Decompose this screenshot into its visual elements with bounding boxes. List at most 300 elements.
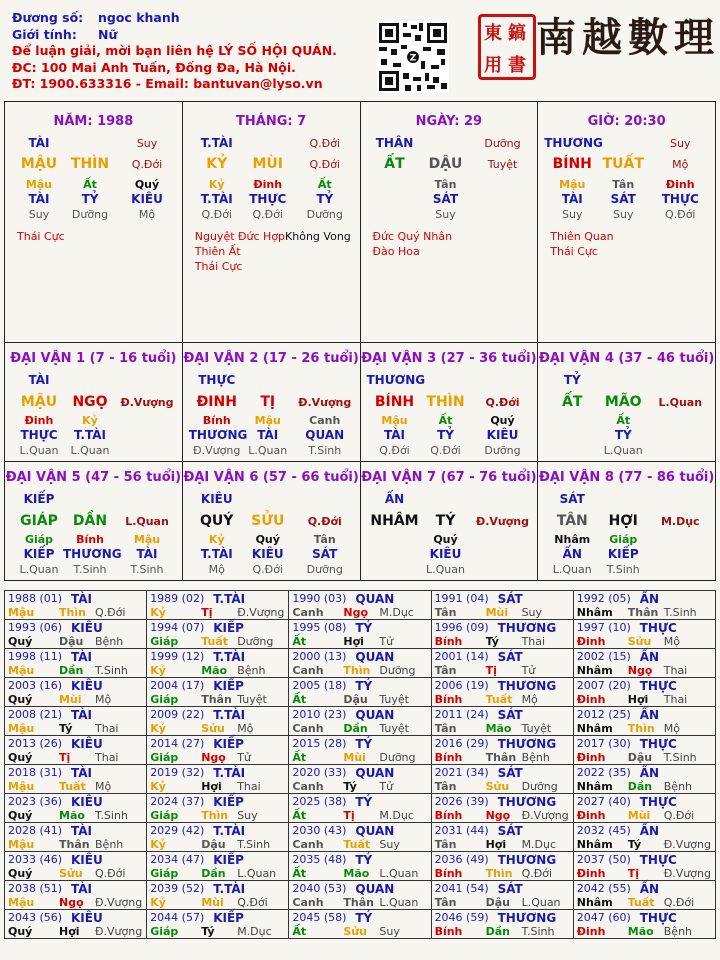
hidden-ts: Suy <box>28 208 50 221</box>
year-chi: Sửu <box>343 925 367 938</box>
dia-chi: HỢI <box>608 513 638 529</box>
year-chi: Tuất <box>627 896 655 909</box>
year-cell <box>147 823 289 852</box>
year-row <box>5 620 716 649</box>
year-can: Canh <box>292 780 324 793</box>
year-cell-inner <box>574 591 715 619</box>
year-cell <box>289 707 431 736</box>
year-god: TÀI <box>71 650 93 664</box>
year-god: THỰC <box>639 911 677 925</box>
hidden-ts: Dưỡng <box>306 208 343 221</box>
year-can: Đinh <box>576 751 606 764</box>
year-label: 2046 (59) <box>434 911 489 924</box>
chi-truong-sinh: L.Quan <box>658 396 703 409</box>
year-chi: Dần <box>343 722 368 735</box>
dia-chi: TỊ <box>260 394 276 410</box>
year-god: T.TÀI <box>213 592 246 606</box>
address-line: ĐC: 100 Mai Anh Tuấn, Đống Đa, Hà Nội. <box>12 59 296 75</box>
top-right-label: Q.Đới <box>309 137 340 150</box>
thien-can: NHÂM <box>370 513 419 529</box>
year-cell <box>5 736 147 765</box>
year-truong-sinh: Đ.Vượng <box>237 606 285 619</box>
year-row <box>5 678 716 707</box>
dia-chi: DẬU <box>428 156 463 172</box>
hidden-can: Kỷ <box>208 178 225 191</box>
year-truong-sinh: Bệnh <box>663 925 693 938</box>
year-can: Mậu <box>8 780 35 793</box>
year-cell-inner <box>147 591 288 619</box>
year-can: Kỷ <box>150 606 166 619</box>
year-truong-sinh: M.Dục <box>237 925 272 938</box>
year-label: 2000 (13) <box>292 650 347 663</box>
year-cell <box>431 678 573 707</box>
year-cell <box>5 649 147 678</box>
year-cell-inner <box>289 910 430 938</box>
year-god: QUAN <box>355 766 395 780</box>
year-label: 1993 (06) <box>8 621 63 634</box>
year-chi: Mão <box>627 925 654 938</box>
year-god: KIÊU <box>71 795 103 809</box>
year-cell <box>147 678 289 707</box>
year-cell-inner <box>432 649 573 677</box>
year-can: Quý <box>8 925 33 938</box>
star-item: Nguyệt Đức Hợp <box>194 230 286 243</box>
year-can: Tân <box>434 896 457 909</box>
year-cell-inner <box>5 852 146 880</box>
year-truong-sinh: M.Dục <box>379 606 414 619</box>
year-god: ẤN <box>639 882 660 896</box>
year-cell <box>573 794 715 823</box>
chi-truong-sinh: Đ.Vượng <box>298 396 352 409</box>
year-can: Đinh <box>576 925 606 938</box>
year-can: Nhâm <box>576 664 613 677</box>
hidden-than: T.TÀI <box>200 192 233 206</box>
year-can: Mậu <box>8 838 35 851</box>
year-chi: Tị <box>627 867 640 880</box>
year-chi: Dậu <box>59 635 84 648</box>
pillar-day <box>360 102 538 343</box>
year-chi: Ngọ <box>485 809 511 822</box>
year-chi: Mùi <box>485 606 509 619</box>
brand-char: 理 <box>674 14 714 61</box>
year-god: SÁT <box>497 882 523 896</box>
dai-van-title: ĐẠI VẬN 1 (7 - 16 tuổi) <box>10 351 177 366</box>
thap-than-label: KIẾP <box>23 492 55 506</box>
hidden-can: Mậu <box>133 533 161 546</box>
year-god: KIẾP <box>213 853 244 867</box>
name-value: ngoc khanh <box>98 10 180 25</box>
hidden-ts: L.Quan <box>552 563 592 576</box>
qr-code-icon[interactable] <box>377 21 449 93</box>
year-label: 2008 (21) <box>8 708 63 721</box>
hidden-ts: Dưỡng <box>306 563 343 576</box>
year-cell <box>147 852 289 881</box>
year-cell-inner <box>574 881 715 909</box>
year-label: 2003 (16) <box>8 679 63 692</box>
thap-than-label: TỶ <box>563 373 581 387</box>
year-god: KIÊU <box>71 679 103 693</box>
dia-chi: MÙI <box>252 156 283 172</box>
year-label: 2026 (39) <box>434 795 489 808</box>
year-can: Nhâm <box>576 606 613 619</box>
year-chi: Sửu <box>201 722 225 735</box>
dai-van-row-1 <box>5 343 716 462</box>
year-cell-inner <box>5 910 146 938</box>
year-cell-inner <box>289 620 430 648</box>
year-truong-sinh: Thai <box>95 722 119 735</box>
year-can: Giáp <box>150 751 179 764</box>
year-can: Quý <box>8 809 33 822</box>
year-label: 2043 (56) <box>8 911 63 924</box>
year-row <box>5 649 716 678</box>
year-truong-sinh: L.Quan <box>379 896 419 909</box>
year-chi: Mùi <box>201 896 224 909</box>
hidden-than: TÀI <box>561 192 583 206</box>
year-cell <box>431 852 573 881</box>
year-label: 2013 (26) <box>8 737 63 750</box>
year-truong-sinh: Q.Đới <box>237 896 268 909</box>
contact-line: Để luận giải, mời bạn liên hệ LÝ SỐ HỘI QUÁN. <box>12 43 337 58</box>
year-label: 2019 (32) <box>150 766 205 779</box>
year-cell-inner <box>574 678 715 706</box>
year-truong-sinh: Suy <box>237 809 258 822</box>
year-truong-sinh: Dưỡng <box>521 780 558 793</box>
year-cell-inner <box>574 910 715 938</box>
year-chi: Sửu <box>627 635 652 648</box>
year-chi: Mão <box>59 809 85 822</box>
red-seal-icon: 東 鎬 用 書 <box>478 14 536 80</box>
year-chi: Thân <box>485 751 517 764</box>
year-truong-sinh: Tuyệt <box>521 722 552 735</box>
brand-char: 南 <box>536 14 576 61</box>
chi-truong-sinh: M.Dục <box>660 515 700 528</box>
year-god: TÀI <box>71 824 93 838</box>
hidden-ts: Q.Đới <box>430 444 461 457</box>
year-row <box>5 765 716 794</box>
year-label: 2040 (53) <box>292 882 347 895</box>
year-can: Ất <box>292 751 307 764</box>
year-chi: Sửu <box>485 780 510 793</box>
year-cell <box>573 852 715 881</box>
year-cell-inner <box>432 678 573 706</box>
year-can: Nhâm <box>576 780 613 793</box>
year-can: Kỷ <box>150 780 166 793</box>
year-can: Quý <box>8 751 33 764</box>
hidden-than: QUAN <box>305 428 345 442</box>
year-truong-sinh: Tuyệt <box>379 693 409 706</box>
hidden-can: Bính <box>76 533 104 546</box>
year-chi: Mùi <box>343 751 366 764</box>
year-god: KIẾP <box>213 795 244 809</box>
year-truong-sinh: Mộ <box>521 693 538 706</box>
hidden-can: Tân <box>313 533 336 546</box>
year-cell <box>289 765 431 794</box>
year-chi: Dần <box>201 867 226 880</box>
year-god: TỶ <box>355 795 373 809</box>
year-cell-inner <box>289 736 430 764</box>
year-cell-inner <box>289 707 430 735</box>
year-label: 2024 (37) <box>150 795 205 808</box>
thap-than-label: SÁT <box>559 492 585 506</box>
year-label: 2034 (47) <box>150 853 205 866</box>
year-can: Mậu <box>8 896 35 909</box>
year-cell-inner <box>147 707 288 735</box>
year-label: 1989 (02) <box>150 592 205 605</box>
year-cell-inner <box>432 765 573 793</box>
year-truong-sinh: Tử <box>237 751 251 764</box>
year-can: Tân <box>434 838 457 851</box>
dai-van-title: ĐẠI VẬN 7 (67 - 76 tuổi) <box>361 470 537 485</box>
year-label: 2032 (45) <box>576 824 631 837</box>
year-god: ẤN <box>639 650 660 664</box>
year-can: Kỷ <box>150 838 166 851</box>
year-can: Bính <box>434 635 463 648</box>
pillar-title: NĂM: 1988 <box>53 114 134 129</box>
year-god: T.TÀI <box>213 650 246 664</box>
dia-chi: SỬU <box>251 513 285 529</box>
hidden-than: KIẾP <box>23 547 55 561</box>
year-truong-sinh: L.Quan <box>237 867 277 880</box>
hidden-can: Mậu <box>381 414 408 427</box>
year-label: 2016 (29) <box>434 737 489 750</box>
year-cell <box>289 678 431 707</box>
year-chi: Thìn <box>485 867 513 880</box>
year-truong-sinh: Q.Đới <box>521 867 553 880</box>
year-cell-inner <box>5 736 146 764</box>
year-chi: Mão <box>201 664 228 677</box>
star-item: Thiên Ất <box>194 245 241 258</box>
year-cell-inner <box>5 881 146 909</box>
hidden-than: ẤN <box>562 547 582 561</box>
year-label: 2042 (55) <box>576 882 631 895</box>
star-item: Đào Hoa <box>372 245 420 258</box>
thien-can: ĐINH <box>196 394 237 410</box>
year-truong-sinh: Tử <box>379 635 394 648</box>
year-chi: Dậu <box>201 838 226 851</box>
year-god: QUAN <box>355 882 395 896</box>
year-cell <box>431 620 573 649</box>
year-cell <box>289 794 431 823</box>
year-cell <box>289 881 431 910</box>
year-chi: Tý <box>59 722 73 735</box>
year-cell <box>5 794 147 823</box>
pillar-title: THÁNG: 7 <box>236 114 307 129</box>
hidden-ts: L.Quan <box>19 563 59 576</box>
year-cell-inner <box>289 794 430 822</box>
year-can: Bính <box>434 751 463 764</box>
year-chi: Ngọ <box>59 896 84 909</box>
year-can: Tân <box>434 606 457 619</box>
year-truong-sinh: Dưỡng <box>379 751 416 764</box>
year-cell-inner <box>432 707 573 735</box>
year-truong-sinh: T.Sinh <box>237 838 271 851</box>
year-label: 2041 (54) <box>434 882 489 895</box>
year-truong-sinh: Thai <box>521 635 546 648</box>
hidden-ts: Q.Đới <box>252 208 283 221</box>
year-cell <box>5 765 147 794</box>
hidden-than: THỰC <box>249 192 287 206</box>
year-god: T.TÀI <box>213 766 246 780</box>
dai-van-cell <box>360 462 538 581</box>
year-chi: Tị <box>201 606 213 619</box>
hidden-ts: Q.Đới <box>665 208 696 221</box>
chi-truong-sinh: Q.Đới <box>485 396 520 409</box>
year-label: 2045 (58) <box>292 911 347 924</box>
dai-van-cell <box>182 343 360 462</box>
year-god: KIÊU <box>71 621 103 635</box>
dai-van-cell <box>360 343 538 462</box>
year-truong-sinh: Mộ <box>95 780 112 793</box>
year-cell <box>5 707 147 736</box>
year-row <box>5 910 716 939</box>
hidden-can: Mậu <box>254 414 281 427</box>
hidden-can: Quý <box>490 414 515 427</box>
year-cell-inner <box>147 765 288 793</box>
year-truong-sinh: Tuyệt <box>237 693 267 706</box>
hidden-than: THƯƠNG <box>188 428 248 442</box>
dai-van-cell <box>182 462 360 581</box>
hidden-ts: T.Sinh <box>73 563 107 576</box>
year-label: 2021 (34) <box>434 766 489 779</box>
year-god: TỶ <box>355 911 373 925</box>
year-truong-sinh: Bệnh <box>521 751 550 764</box>
year-cell <box>573 881 715 910</box>
year-god: KIÊU <box>71 737 103 751</box>
year-can: Nhâm <box>576 838 613 851</box>
year-can: Đinh <box>576 635 606 648</box>
year-label: 2022 (35) <box>576 766 631 779</box>
gender-label: Giới tính: <box>12 26 77 42</box>
year-truong-sinh: M.Dục <box>521 838 557 851</box>
hidden-can: Đinh <box>24 414 54 427</box>
thien-can: BÍNH <box>552 156 592 172</box>
year-god: TỶ <box>355 737 373 751</box>
year-god: T.TÀI <box>213 708 246 722</box>
year-cell <box>573 620 715 649</box>
hidden-than: TỶ <box>437 428 454 442</box>
thap-than-label: ẤN <box>384 492 405 506</box>
hidden-ts: Suy <box>613 208 634 221</box>
hidden-can: Tân <box>612 178 635 191</box>
year-can: Tân <box>434 664 457 677</box>
year-chi: Tý <box>627 838 642 851</box>
year-can: Ất <box>292 635 307 648</box>
year-cell-inner <box>147 794 288 822</box>
year-cell <box>289 620 431 649</box>
hidden-can: Ất <box>616 414 631 427</box>
hidden-ts: Q.Đới <box>201 208 232 221</box>
hidden-than: KIÊU <box>486 428 519 442</box>
year-cell <box>5 620 147 649</box>
year-chi: Ngọ <box>627 664 653 677</box>
dia-chi: MÃO <box>604 394 642 410</box>
year-label: 2015 (28) <box>292 737 347 750</box>
hidden-than: KIÊU <box>131 192 163 206</box>
thap-than-label: T.TÀI <box>200 136 233 150</box>
thien-can: BÍNH <box>374 394 415 410</box>
year-label: 2006 (19) <box>434 679 489 692</box>
year-chi: Tị <box>343 809 355 822</box>
hidden-can: Mậu <box>559 178 586 191</box>
year-cell <box>147 707 289 736</box>
year-chi: Mão <box>485 722 512 735</box>
year-chi: Dần <box>59 664 84 677</box>
star-item: Thái Cực <box>194 260 243 273</box>
year-label: 1994 (07) <box>150 621 205 634</box>
brand-char: 數 <box>628 14 668 61</box>
year-cell-inner <box>147 852 288 880</box>
hidden-than: KIÊU <box>251 547 284 561</box>
hidden-ts: Q.Đới <box>252 563 283 576</box>
year-can: Đinh <box>576 867 606 880</box>
year-cell-inner <box>574 620 715 648</box>
year-row <box>5 794 716 823</box>
year-truong-sinh: Đ.Vượng <box>95 896 143 909</box>
year-cell-inner <box>5 649 146 677</box>
year-cell-inner <box>147 881 288 909</box>
pillar-title: GIỜ: 20:30 <box>587 114 666 129</box>
hidden-can: Đinh <box>253 178 283 191</box>
year-chi: Ngọ <box>343 606 369 619</box>
year-truong-sinh: T.Sinh <box>95 664 128 677</box>
thien-can: MẬU <box>20 156 58 172</box>
hidden-can: Nhâm <box>554 533 591 546</box>
year-can: Giáp <box>150 809 179 822</box>
year-label: 2028 (41) <box>8 824 63 837</box>
hidden-than: THƯƠNG <box>63 547 122 561</box>
year-cell-inner <box>432 823 573 851</box>
hidden-ts: L.Quan <box>19 444 59 457</box>
year-can: Mậu <box>8 664 35 677</box>
year-cell-inner <box>289 649 430 677</box>
year-cell-inner <box>432 591 573 619</box>
year-truong-sinh: Bệnh <box>237 664 266 677</box>
year-god: KIÊU <box>71 911 103 925</box>
year-god: SÁT <box>497 650 523 664</box>
year-row <box>5 823 716 852</box>
star-item: Thiên Quan <box>550 230 614 243</box>
year-cell-inner <box>574 707 715 735</box>
year-can: Giáp <box>150 925 179 938</box>
year-can: Mậu <box>8 606 35 619</box>
year-chi: Tuất <box>201 635 228 648</box>
year-can: Giáp <box>150 867 179 880</box>
year-chi: Hợi <box>627 693 649 706</box>
year-truong-sinh: Suy <box>521 606 543 619</box>
year-cell-inner <box>432 910 573 938</box>
year-truong-sinh: Dưỡng <box>379 664 416 677</box>
year-cell <box>147 649 289 678</box>
year-chi: Hợi <box>201 780 222 793</box>
year-label: 2025 (38) <box>292 795 347 808</box>
year-cell-inner <box>289 852 430 880</box>
hidden-ts: L.Quan <box>248 444 288 457</box>
year-label: 1991 (04) <box>434 592 489 605</box>
dia-chi: TÝ <box>435 513 456 529</box>
year-cell-inner <box>289 591 430 619</box>
year-cell <box>573 910 715 939</box>
chi-truong-sinh: Đ.Vượng <box>120 396 174 409</box>
year-can: Kỷ <box>150 664 166 677</box>
hidden-ts: Dưỡng <box>71 208 109 221</box>
thap-than-label: TÀI <box>28 136 50 150</box>
year-cell <box>289 591 431 620</box>
year-can: Bính <box>434 809 463 822</box>
year-god: TỶ <box>355 621 373 635</box>
year-truong-sinh: Suy <box>379 925 400 938</box>
hidden-can: Kỷ <box>208 533 225 546</box>
hidden-than: TÀI <box>28 192 50 206</box>
